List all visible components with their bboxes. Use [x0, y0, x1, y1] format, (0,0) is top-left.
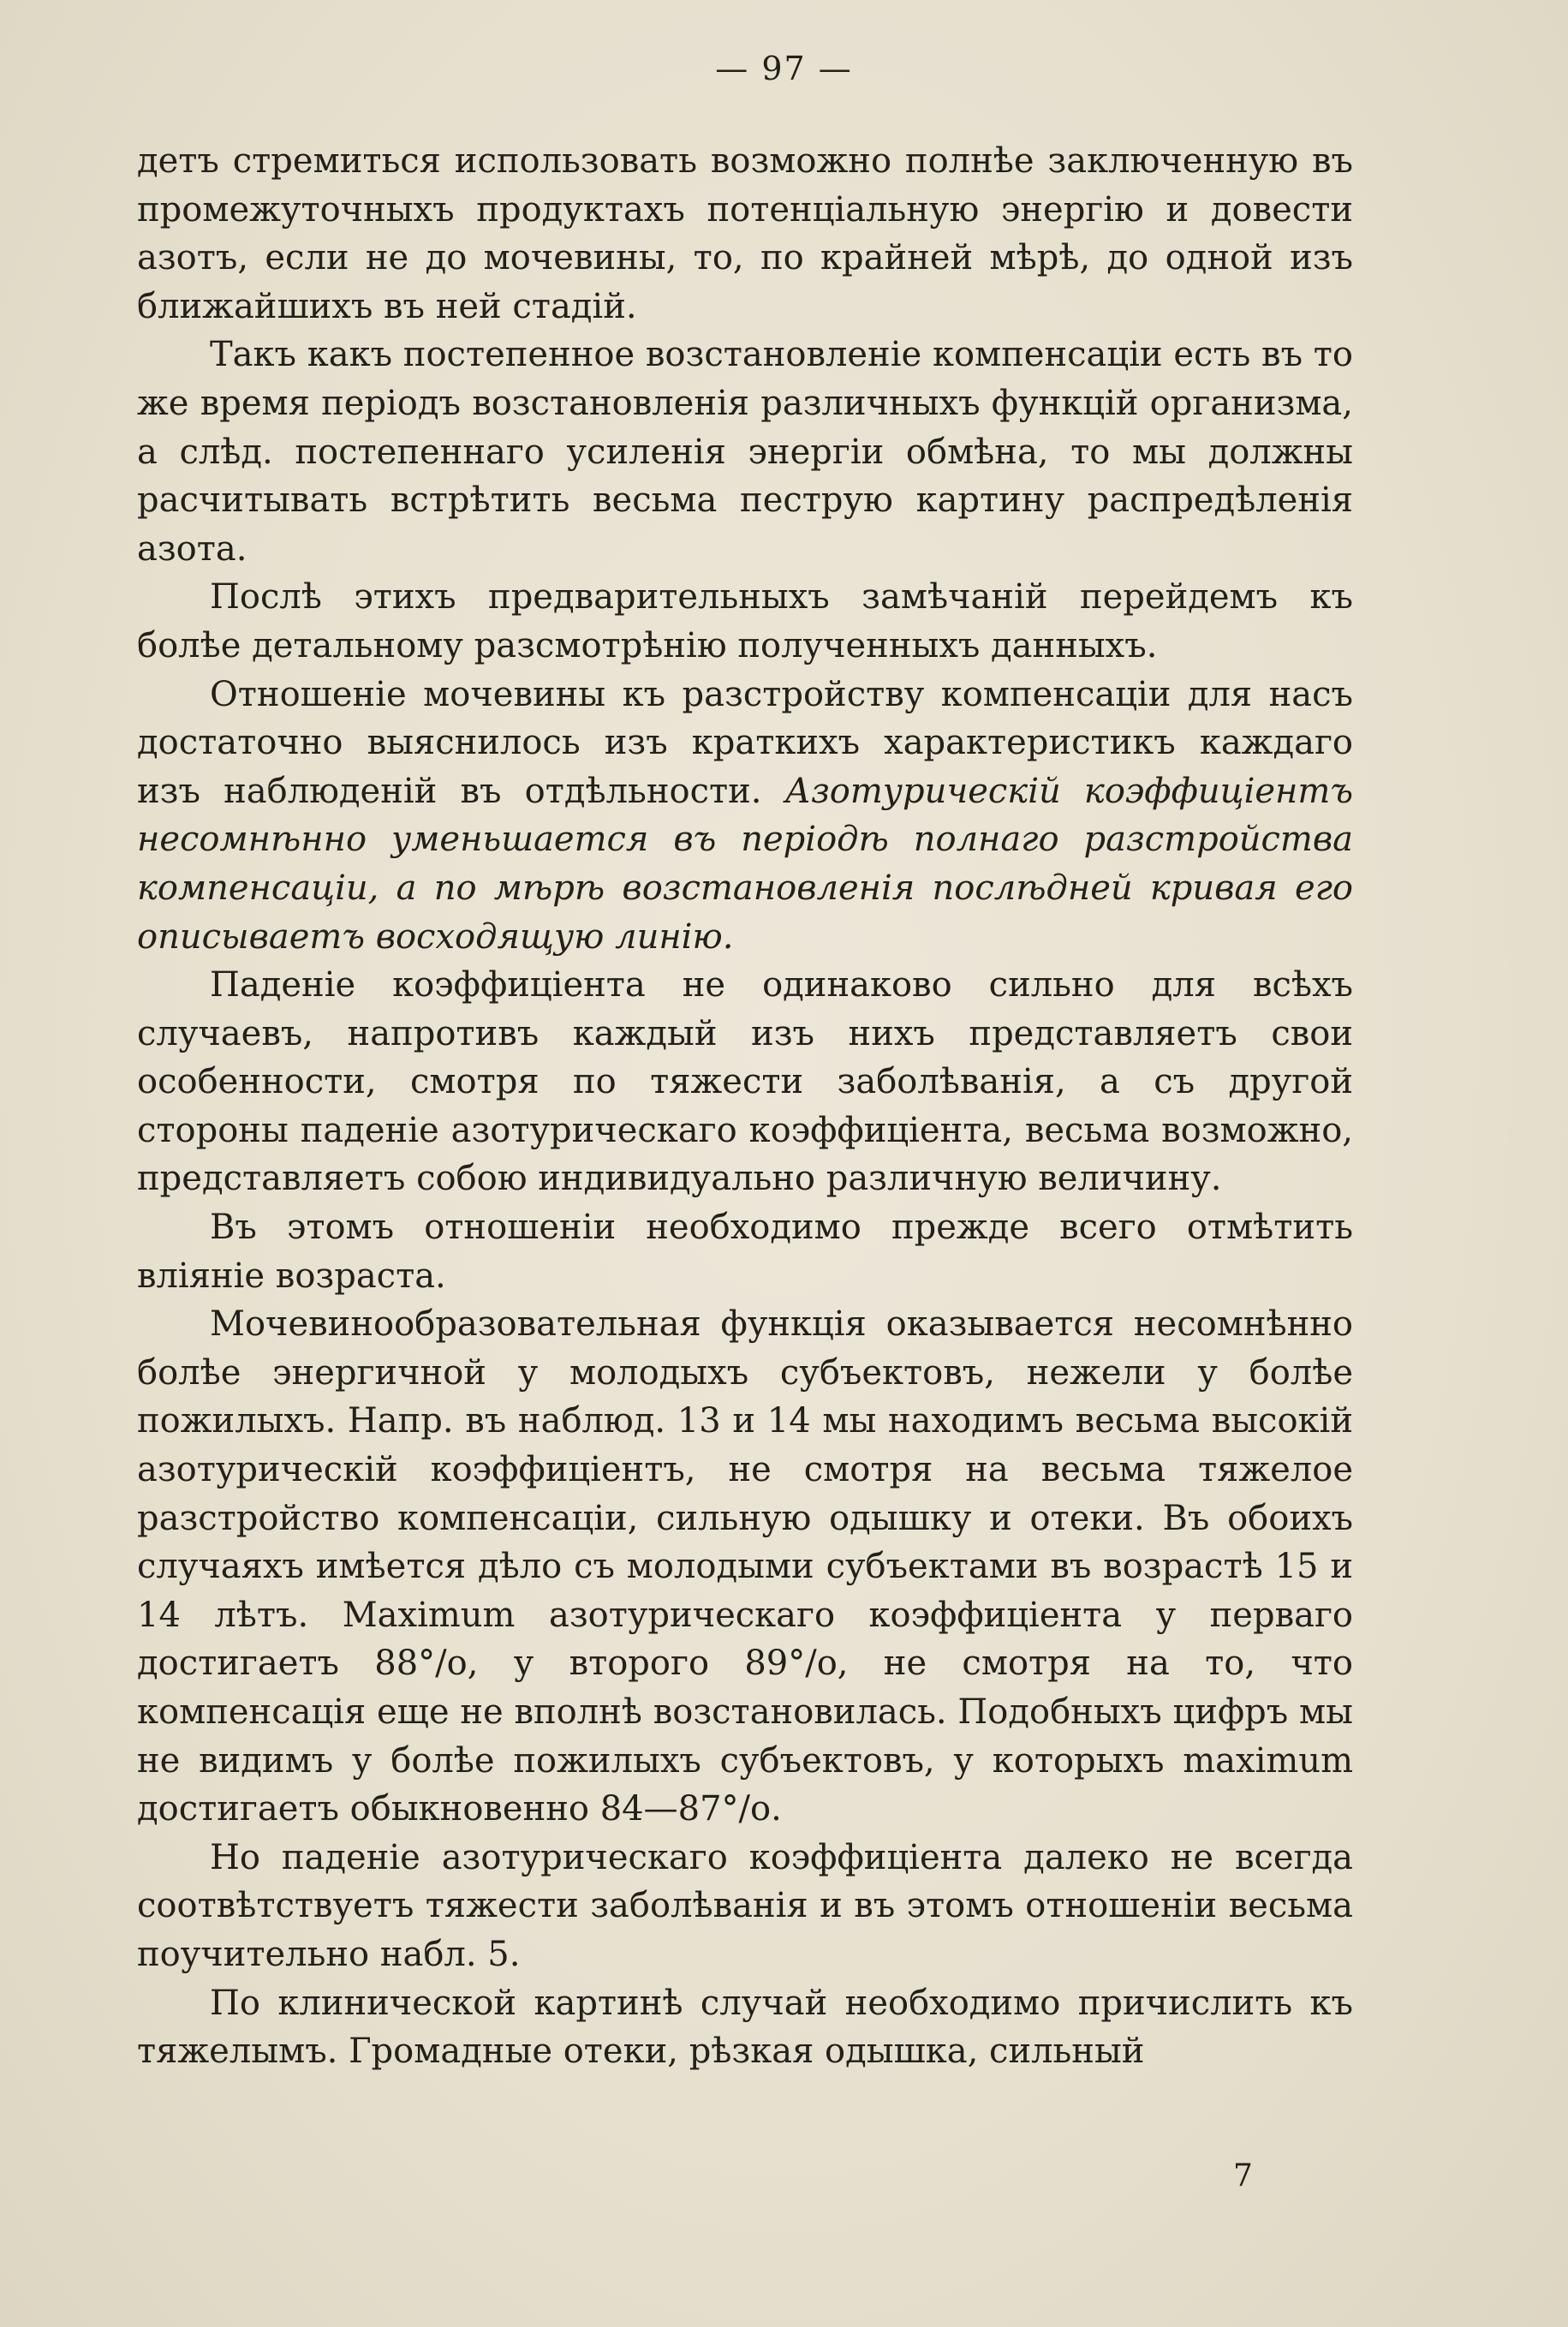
paragraph-9 [137, 1979, 1353, 2076]
paragraph-text: Мочевинообразовательная функція оказывается несомнѣнно болѣе энергичной у молодыхъ субъектовъ, нежели у болѣе пожилыхъ. Напр. въ наблюд. 13 и 14 мы находимъ весьма высокій азотурическій коэффиціентъ, не смотря на весьма тяжелое разстройство компенсаціи, сильную одышку и отеки. Въ обоихъ случаяхъ имѣется дѣло съ молодыми субъектами въ возрастѣ 15 и 14 лѣтъ. Maximum азотурическаго коэффиціента у перваго достигаетъ 88°/о, у второго 89°/о, не смотря на то, что компенсація еще не вполнѣ возстановилась. Подобныхъ цифръ мы не видимъ у болѣе пожилыхъ субъектовъ, у которыхъ maximum достигаетъ обыкновенно 84—87°/о. [137, 1304, 1353, 1829]
paragraph-5 [137, 961, 1353, 1203]
paragraph-7 [137, 1300, 1353, 1834]
paragraph-text: Послѣ этихъ предварительныхъ замѣчаній перейдемъ къ болѣе детальному разсмотрѣнію полученныхъ данныхъ. [137, 577, 1353, 665]
paragraph-text: детъ стремиться использовать возможно полнѣе заключенную въ промежуточныхъ продуктахъ потенціальную энергію и довести азотъ, если не до мочевины, то, по крайней мѣрѣ, до одной изъ ближайшихъ въ ней стадій. [137, 141, 1353, 326]
paragraph-1 [137, 137, 1353, 331]
paragraph-text: Но паденіе азотурическаго коэффиціента далеко не всегда соотвѣтствуетъ тяжести заболѣванія и въ этомъ отношеніи весьма поучительно набл. 5. [137, 1837, 1353, 1974]
paragraph-4 [137, 671, 1353, 962]
paragraph-2 [137, 331, 1353, 573]
paragraph-text: Въ этомъ отношеніи необходимо прежде всего отмѣтить вліяніе возраста. [137, 1208, 1353, 1296]
paragraph-3 [137, 573, 1353, 670]
paragraph-text: Отношеніе мочевины къ разстройству компенсаціи для насъ достаточно выяснилось изъ краткихъ характеристикъ каждаго изъ наблюденій въ отдѣльности. [137, 674, 1353, 811]
paragraph-6 [137, 1203, 1353, 1300]
paragraph-8 [137, 1834, 1353, 1979]
body-text [137, 137, 1353, 2076]
paragraph-italic-text: Азотурическій коэффиціентъ несомнѣнно уменьшается въ періодѣ полнаго разстройства компенсаціи, а по мѣрѣ возстановленія послѣдней кривая его описываетъ восходящую линію. [137, 771, 1353, 957]
paragraph-text: Такъ какъ постепенное возстановленіе компенсаціи есть въ то же время періодъ возстановленія различныхъ функцій организма, а слѣд. постепеннаго усиленія энергіи обмѣна, то мы должны расчитывать встрѣтить весьма пеструю картину распредѣленія азота. [137, 335, 1353, 569]
paragraph-text: Паденіе коэффиціента не одинаково сильно для всѣхъ случаевъ, напротивъ каждый изъ нихъ представляетъ свои особенности, смотря по тяжести заболѣванія, а съ другой стороны паденіе азотурическаго коэффиціента, весьма возможно, представляетъ собою индивидуально различную величину. [137, 965, 1353, 1199]
paragraph-text: По клинической картинѣ случай необходимо причислить къ тяжелымъ. Громадные отеки, рѣзкая одышка, сильный [137, 1983, 1353, 2072]
signature-mark: 7 [1233, 2158, 1253, 2193]
page-number: — 97 — [715, 50, 853, 87]
